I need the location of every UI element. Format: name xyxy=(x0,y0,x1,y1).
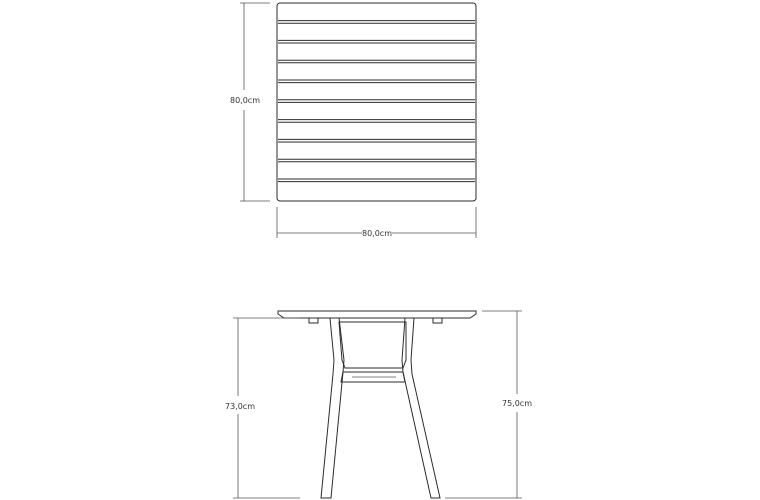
side-view xyxy=(225,311,532,498)
tabletop-side xyxy=(278,311,476,318)
total-height-label: 75,0cm xyxy=(501,399,533,408)
top-view xyxy=(230,3,476,238)
width-dimension xyxy=(277,207,476,238)
total-height-dimension xyxy=(445,311,532,498)
frame-height-dimension xyxy=(225,318,300,498)
tabletop-slats xyxy=(278,21,475,182)
leg-right xyxy=(402,318,440,498)
depth-dimension xyxy=(230,3,270,201)
support-block-left xyxy=(309,318,318,323)
width-label: 80,0cm xyxy=(361,229,393,238)
support-block-right xyxy=(433,318,442,323)
frame-arch xyxy=(339,322,406,368)
depth-label: 80,0cm xyxy=(229,96,261,105)
frame-height-label: 73,0cm xyxy=(224,402,256,411)
